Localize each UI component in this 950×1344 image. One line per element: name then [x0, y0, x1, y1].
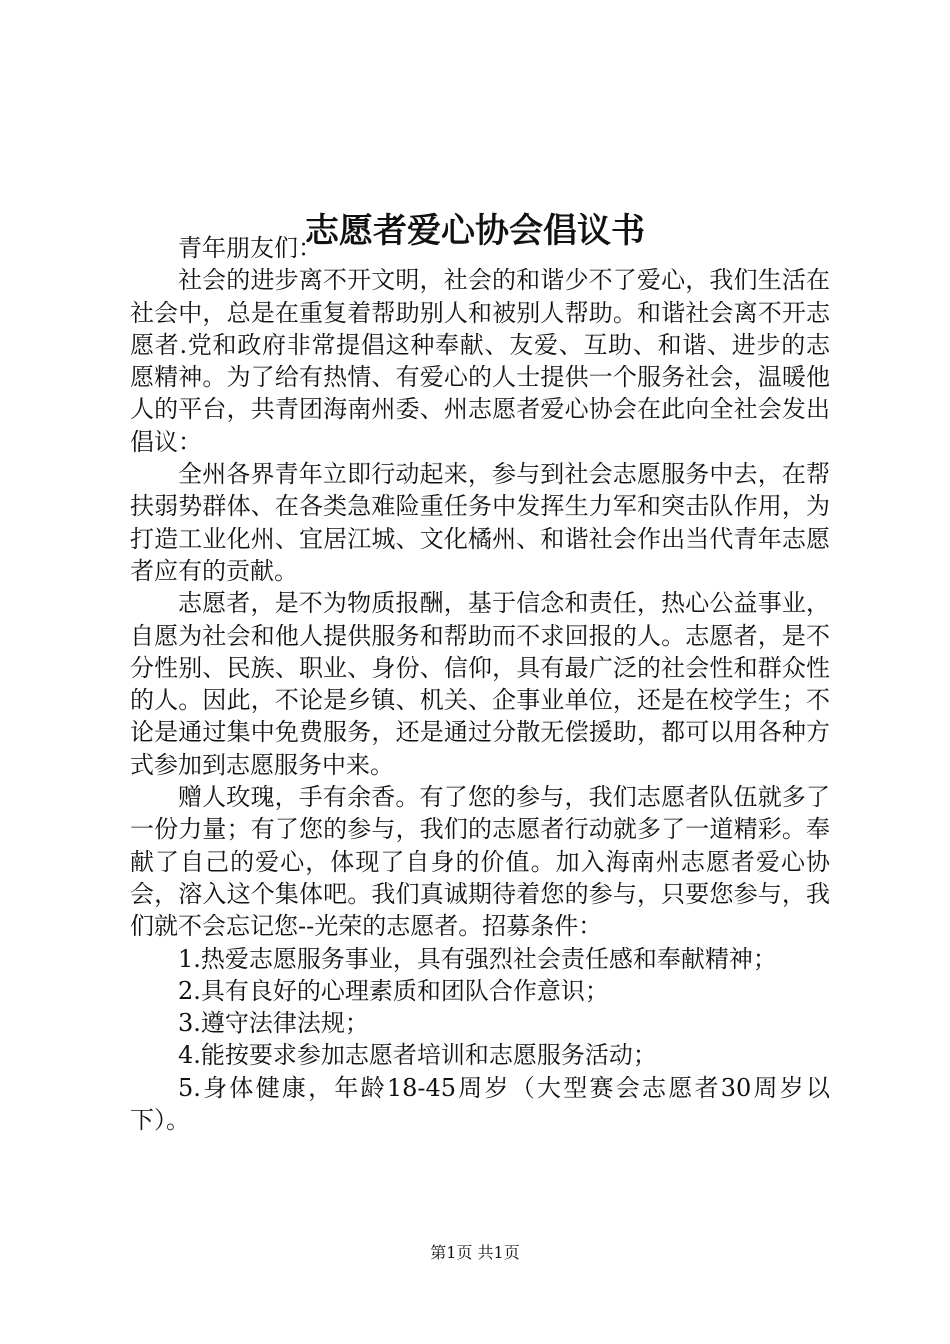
condition-item-2: 2.具有良好的心理素质和团队合作意识； [178, 976, 609, 1005]
condition-item-3: 3.遵守法律法规； [178, 1009, 369, 1038]
condition-item-4: 4.能按要求参加志愿者培训和志愿服务活动； [178, 1041, 657, 1070]
document-body [130, 232, 830, 1136]
paragraph-3: 志愿者，是不为物质报酬，基于信念和责任，热心公益事业，自愿为社会和他人提供服务和帮助而不求回报的人。志愿者，是不分性别、民族、职业、身份、信仰，具有最广泛的社会性和群众性的人。因此，不论是乡镇、机关、企事业单位，还是在校学生；不论是通过集中免费服务，还是通过分散无偿援助，都可以用各种方式参加到志愿服务中来。 [130, 589, 830, 779]
paragraph-4: 赠人玫瑰，手有余香。有了您的参与，我们志愿者队伍就多了一份力量；有了您的参与，我们的志愿者行动就多了一道精彩。奉献了自己的爱心，体现了自身的价值。加入海南州志愿者爱心协会，溶入这个集体吧。我们真诚期待着您的参与，只要您参与，我们就不会忘记您--光荣的志愿者。招募条件： [130, 783, 830, 941]
salutation: 青年朋友们： [178, 234, 322, 262]
paragraph-1: 社会的进步离不开文明，社会的和谐少不了爱心，我们生活在社会中，总是在重复着帮助别人和被别人帮助。和谐社会离不开志愿者.党和政府非常提倡这种奉献、友爱、互助、和谐、进步的志愿精神。为了给有热情、有爱心的人士提供一个服务社会，温暖他人的平台，共青团海南州委、州志愿者爱心协会在此向全社会发出倡议： [130, 266, 830, 456]
page-footer: 第1页 共1页 [430, 1243, 520, 1262]
condition-item-5: 5.身体健康，年龄18-45周岁（大型赛会志愿者30周岁以下）。 [130, 1073, 830, 1135]
document-title: 志愿者爱心协会倡议书 [305, 210, 645, 251]
condition-item-1: 1.热爱志愿服务事业，具有强烈社会责任感和奉献精神； [178, 944, 777, 973]
paragraph-2: 全州各界青年立即行动起来，参与到社会志愿服务中去，在帮扶弱势群体、在各类急难险重任务中发挥生力军和突击队作用，为打造工业化州、宜居江城、文化橘州、和谐社会作出当代青年志愿者应有的贡献。 [130, 460, 830, 585]
